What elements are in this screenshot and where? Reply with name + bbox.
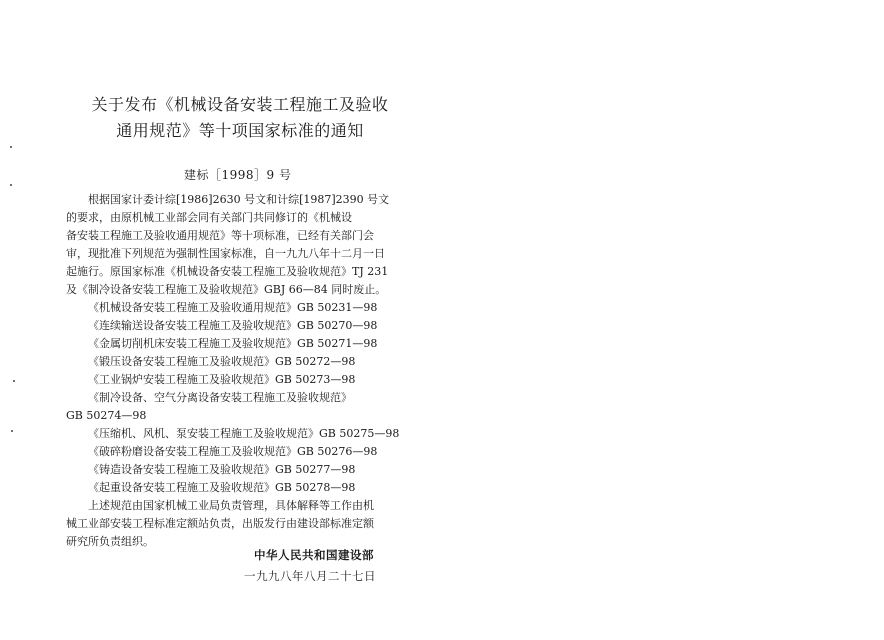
scan-speck — [11, 430, 13, 432]
standard-item: 《压缩机、风机、泵安装工程施工及验收规范》GB 50275—98 — [88, 427, 400, 440]
notice-body — [66, 191, 416, 551]
body-line: 的要求，由原机械工业部会同有关部门共同修订的《机械设 — [66, 211, 352, 224]
body-line: 审，现批准下列规范为强制性国家标准，自一九九八年十二月一日 — [66, 247, 385, 260]
issuer-signature: 中华人民共和国建设部 — [254, 548, 374, 562]
body-line: 及《制冷设备安装工程施工及验收规范》GBJ 66—84 同时废止。 — [66, 283, 387, 296]
standard-item-wrapped: 《制冷设备、空气分离设备安装工程施工及验收规范》 — [88, 391, 352, 404]
issue-date: 一九九八年八月二十七日 — [244, 569, 376, 583]
title-line-1: 关于发布《机械设备安装工程施工及验收 — [91, 95, 389, 114]
standard-item: 《机械设备安装工程施工及验收通用规范》GB 50231—98 — [88, 301, 378, 314]
title-line-2: 通用规范》等十项国家标准的通知 — [116, 121, 364, 140]
standard-item-wrapped-code: GB 50274—98 — [66, 409, 147, 422]
standard-item: 《工业锅炉安装工程施工及验收规范》GB 50273—98 — [88, 373, 356, 386]
body-line: 起施行。原国家标准《机械设备安装工程施工及验收规范》TJ 231 — [66, 265, 389, 278]
notice-title — [60, 92, 420, 144]
body-line: 备安装工程施工及验收通用规范》等十项标准，已经有关部门会 — [66, 229, 374, 242]
standard-item: 《连续输送设备安装工程施工及验收规范》GB 50270—98 — [88, 319, 378, 332]
closing-line: 上述规范由国家机械工业局负责管理，具体解释等工作由机 — [88, 499, 374, 512]
scan-speck — [10, 184, 12, 186]
standard-item: 《起重设备安装工程施工及验收规范》GB 50278—98 — [88, 481, 356, 494]
standard-item: 《破碎粉磨设备安装工程施工及验收规范》GB 50276—98 — [88, 445, 378, 458]
body-line: 根据国家计委计综[1986]2630 号文和计综[1987]2390 号文 — [88, 193, 390, 206]
closing-line: 研究所负责组织。 — [66, 535, 154, 548]
scan-speck — [13, 380, 15, 382]
standard-item: 《金属切削机床安装工程施工及验收规范》GB 50271—98 — [88, 337, 378, 350]
document-number: 建标［1998］9 号 — [184, 168, 292, 182]
standard-item: 《锻压设备安装工程施工及验收规范》GB 50272—98 — [88, 355, 356, 368]
standard-item: 《铸造设备安装工程施工及验收规范》GB 50277—98 — [88, 463, 356, 476]
scan-speck — [10, 146, 12, 148]
closing-line: 械工业部安装工程标准定额站负责，出版发行由建设部标准定额 — [66, 517, 374, 530]
